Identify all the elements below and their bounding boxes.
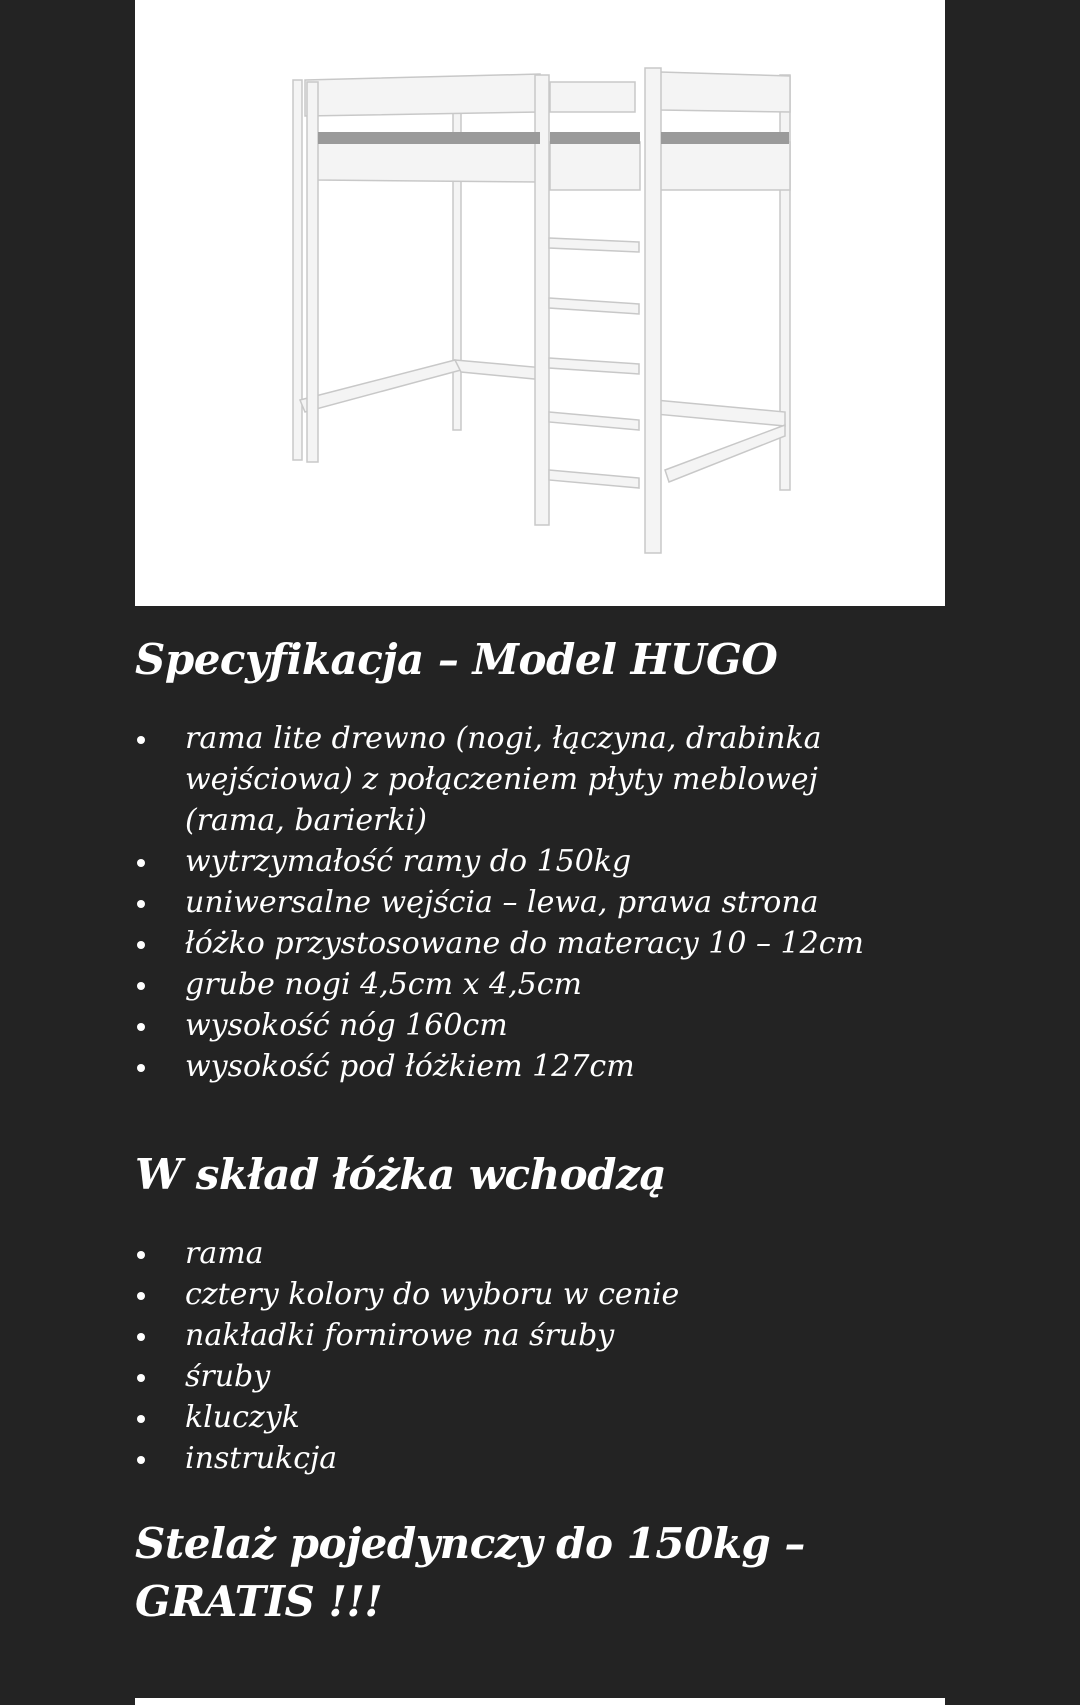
- list-item: rama lite drewno (nogi, łączyna, drabinka wejściowa) z połączeniem płyty meblowej (rama, barierki): [135, 718, 915, 841]
- next-image-edge: [135, 1698, 945, 1705]
- product-image-loft-bed: [135, 0, 945, 606]
- bonus-title: Stelaż pojedynczy do 150kg – GRATIS !!!: [135, 1519, 805, 1626]
- loft-bed-illustration: [135, 0, 945, 606]
- list-item: wysokość pod łóżkiem 127cm: [135, 1046, 915, 1087]
- list-item: śruby: [135, 1356, 915, 1397]
- list-item: wysokość nóg 160cm: [135, 1005, 915, 1046]
- list-item: kluczyk: [135, 1397, 915, 1438]
- list-item: instrukcja: [135, 1438, 915, 1479]
- list-item: cztery kolory do wyboru w cenie: [135, 1274, 915, 1315]
- spec-list: [135, 718, 945, 1087]
- list-item: łóżko przystosowane do materacy 10 – 12cm: [135, 923, 915, 964]
- product-description: [135, 0, 945, 1631]
- list-item: grube nogi 4,5cm x 4,5cm: [135, 964, 915, 1005]
- list-item: uniwersalne wejścia – lewa, prawa strona: [135, 882, 915, 923]
- composition-list: [135, 1233, 945, 1479]
- list-item: rama: [135, 1233, 915, 1274]
- composition-section-title: W skład łóżka wchodzą: [135, 1150, 667, 1199]
- spec-section-title: Specyfikacja – Model HUGO: [135, 635, 778, 684]
- list-item: nakładki fornirowe na śruby: [135, 1315, 915, 1356]
- list-item: wytrzymałość ramy do 150kg: [135, 841, 915, 882]
